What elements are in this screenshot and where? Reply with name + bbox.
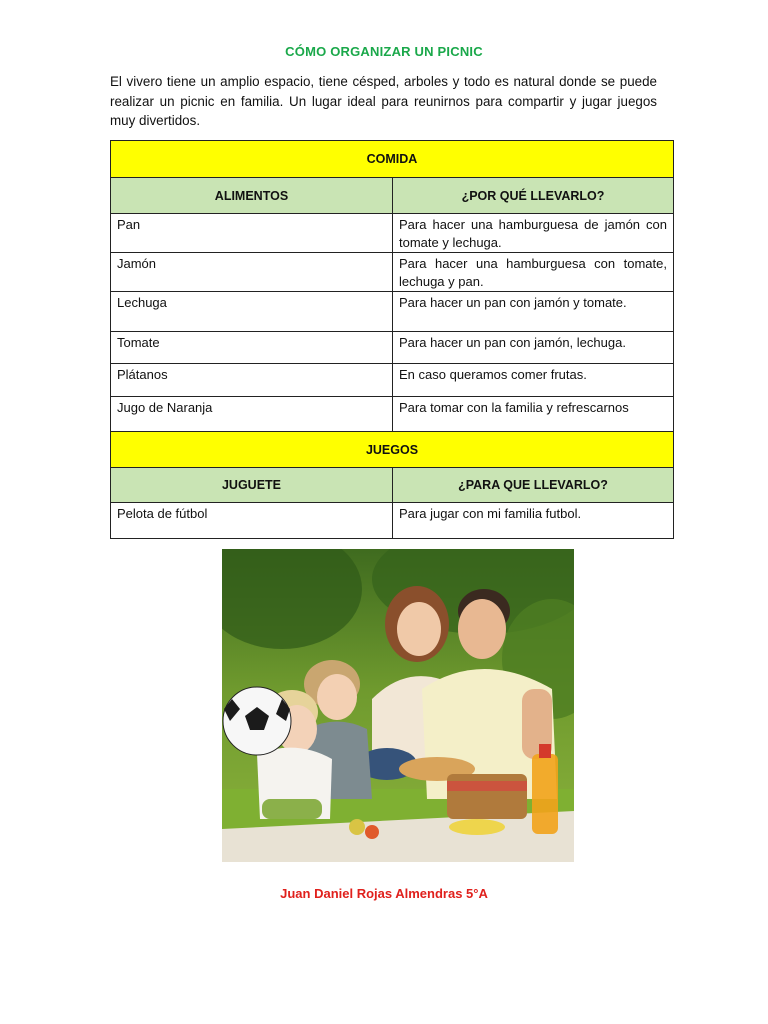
food-item: Pan [111,214,393,253]
toy-reason: Para jugar con mi familia futbol. [393,503,674,539]
page-title: CÓMO ORGANIZAR UN PICNIC [285,44,483,59]
food-reason: Para hacer una hamburguesa de jamón con tomate y lechuga. [393,214,674,253]
section-title-comida: COMIDA [111,141,674,178]
toy-item: Pelota de fútbol [111,503,393,539]
column-header-para-que: ¿PARA QUE LLEVARLO? [393,468,674,503]
food-reason: Para hacer una hamburguesa con tomate, lechuga y pan. [393,253,674,292]
food-item: Tomate [111,332,393,364]
table-row [111,397,674,432]
column-header-por-que: ¿POR QUÉ LLEVARLO? [393,178,674,214]
section-title-juegos: JUEGOS [111,432,674,468]
author-name: Juan Daniel Rojas Almendras 5°A [280,886,488,901]
table-row [111,292,674,332]
food-item: Jugo de Naranja [111,397,393,432]
food-reason: Para tomar con la familia y refrescarnos [393,397,674,432]
food-reason: Para hacer un pan con jamón, lechuga. [393,332,674,364]
intro-paragraph: El vivero tiene un amplio espacio, tiene césped, arboles y todo es natural donde se puede realizar un picnic en familia. Un lugar ideal para reunirnos para compartir y jugar juegos muy divertidos. [110,74,657,128]
picnic-table [110,140,674,539]
column-header-alimentos: ALIMENTOS [111,178,393,214]
food-item: Jamón [111,253,393,292]
table-row [111,503,674,539]
food-item: Lechuga [111,292,393,332]
family-picnic-photo [222,549,574,862]
table-row [111,332,674,364]
food-item: Plátanos [111,364,393,397]
table-row [111,214,674,253]
table-row [111,253,674,292]
column-header-juguete: JUGUETE [111,468,393,503]
food-reason: Para hacer un pan con jamón y tomate. [393,292,674,332]
table-row [111,364,674,397]
food-reason: En caso queramos comer frutas. [393,364,674,397]
